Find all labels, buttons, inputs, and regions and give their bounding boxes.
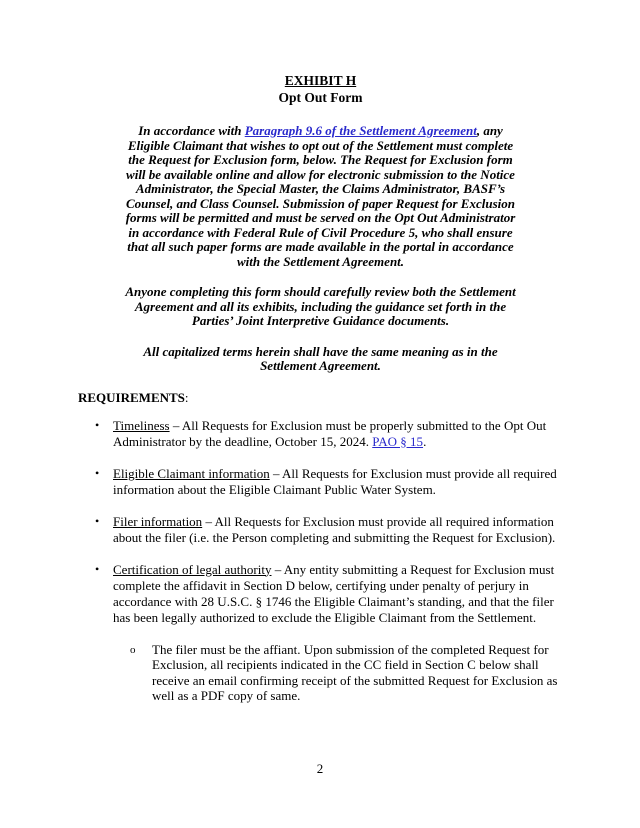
bullet-timeliness-text: – All Requests for Exclusion must be properly submitted to the Opt Out Administrator by the deadline, October 15, 2024. [113,417,547,449]
requirements-heading-colon: : [184,389,189,405]
intro-paragraph-1 [120,124,522,269]
exhibit-heading: EXHIBIT H [284,73,357,88]
bullet-timeliness [78,418,563,450]
form-title: Opt Out Form [278,90,363,105]
sub-bullet-affiant [78,642,563,704]
intro-p1-post: , any Eligible Claimant that wishes to opt out of the Settlement must complete the Request for Exclusion form, below. The Request for Exclusion form will be available online and allow for electronic submission to the Notice Administrator, the Special Master, the Claims Administrator, BASF’s Counsel, and Class Counsel. Submission of paper Request for Exclusion forms will be permitted and must be served on the Opt Out Administrator in accordance with Federal Rule of Civil Procedure 5, who shall ensure that all such paper forms are made available in the portal in accordance with the Settlement Agreement. [125,123,516,269]
circle-bullet-icon: o [130,643,136,656]
title-block [78,72,563,106]
bullet-filer-information [78,514,563,546]
bullet-timeliness-tail: . [423,433,427,449]
pao-15-link[interactable]: PAO § 15 [372,433,424,449]
bullet-certification-lead: Certification of legal authority [113,561,272,577]
bullet-icon: • [95,417,100,432]
exhibit-heading-line [78,72,563,89]
bullet-icon: • [95,513,100,528]
intro-paragraph-3: All capitalized terms herein shall have the same meaning as in the Settlement Agreement. [143,343,498,373]
bullet-certification-of-legal-authority [78,562,563,626]
intro-paragraph-2: Anyone completing this form should carefully review both the Settlement Agreement and all its exhibits, including the guidance set forth in the Parties’ Joint Interpretive Guidance documents. [125,284,516,328]
sub-bullet-affiant-text: The filer must be the affiant. Upon submission of the completed Request for Exclusion, all recipients indicated in the CC field in Section C below shall receive an email confirming receipt of the submitted Request for Exclusion as well as a PDF copy of same. [152,641,558,703]
requirements-heading: REQUIREMENTS [78,389,185,405]
page-number: 2 [316,761,324,776]
page-content [78,72,563,704]
bullet-filer-information-lead: Filer information [113,513,203,529]
bullet-icon: • [95,561,100,576]
intro-p1-pre: In accordance with [138,123,245,138]
bullet-eligible-claimant-text: – All Requests for Exclusion must provide all required information about the Eligible Claimant Public Water System. [113,465,557,497]
bullet-filer-information-text: – All Requests for Exclusion must provide all required information about the filer (i.e. the Person completing and submitting the Request for Exclusion). [113,513,556,545]
bullet-eligible-claimant-lead: Eligible Claimant information [113,465,270,481]
bullet-timeliness-lead: Timeliness [113,417,170,433]
bullet-certification-text: – Any entity submitting a Request for Exclusion must complete the affidavit in Section D below, certifying under penalty of perjury in accordance with 28 U.S.C. § 1746 the Eligible Claimant’s standing, and that the filer has been legally authorized to exclude the Eligible Claimant from the Settlement. [113,561,555,625]
bullet-icon: • [95,465,100,480]
bullet-eligible-claimant-information [78,466,563,498]
settlement-agreement-link[interactable]: Paragraph 9.6 of the Settlement Agreement [244,123,477,138]
requirements-list [78,418,563,626]
requirements-heading-line [78,390,563,406]
